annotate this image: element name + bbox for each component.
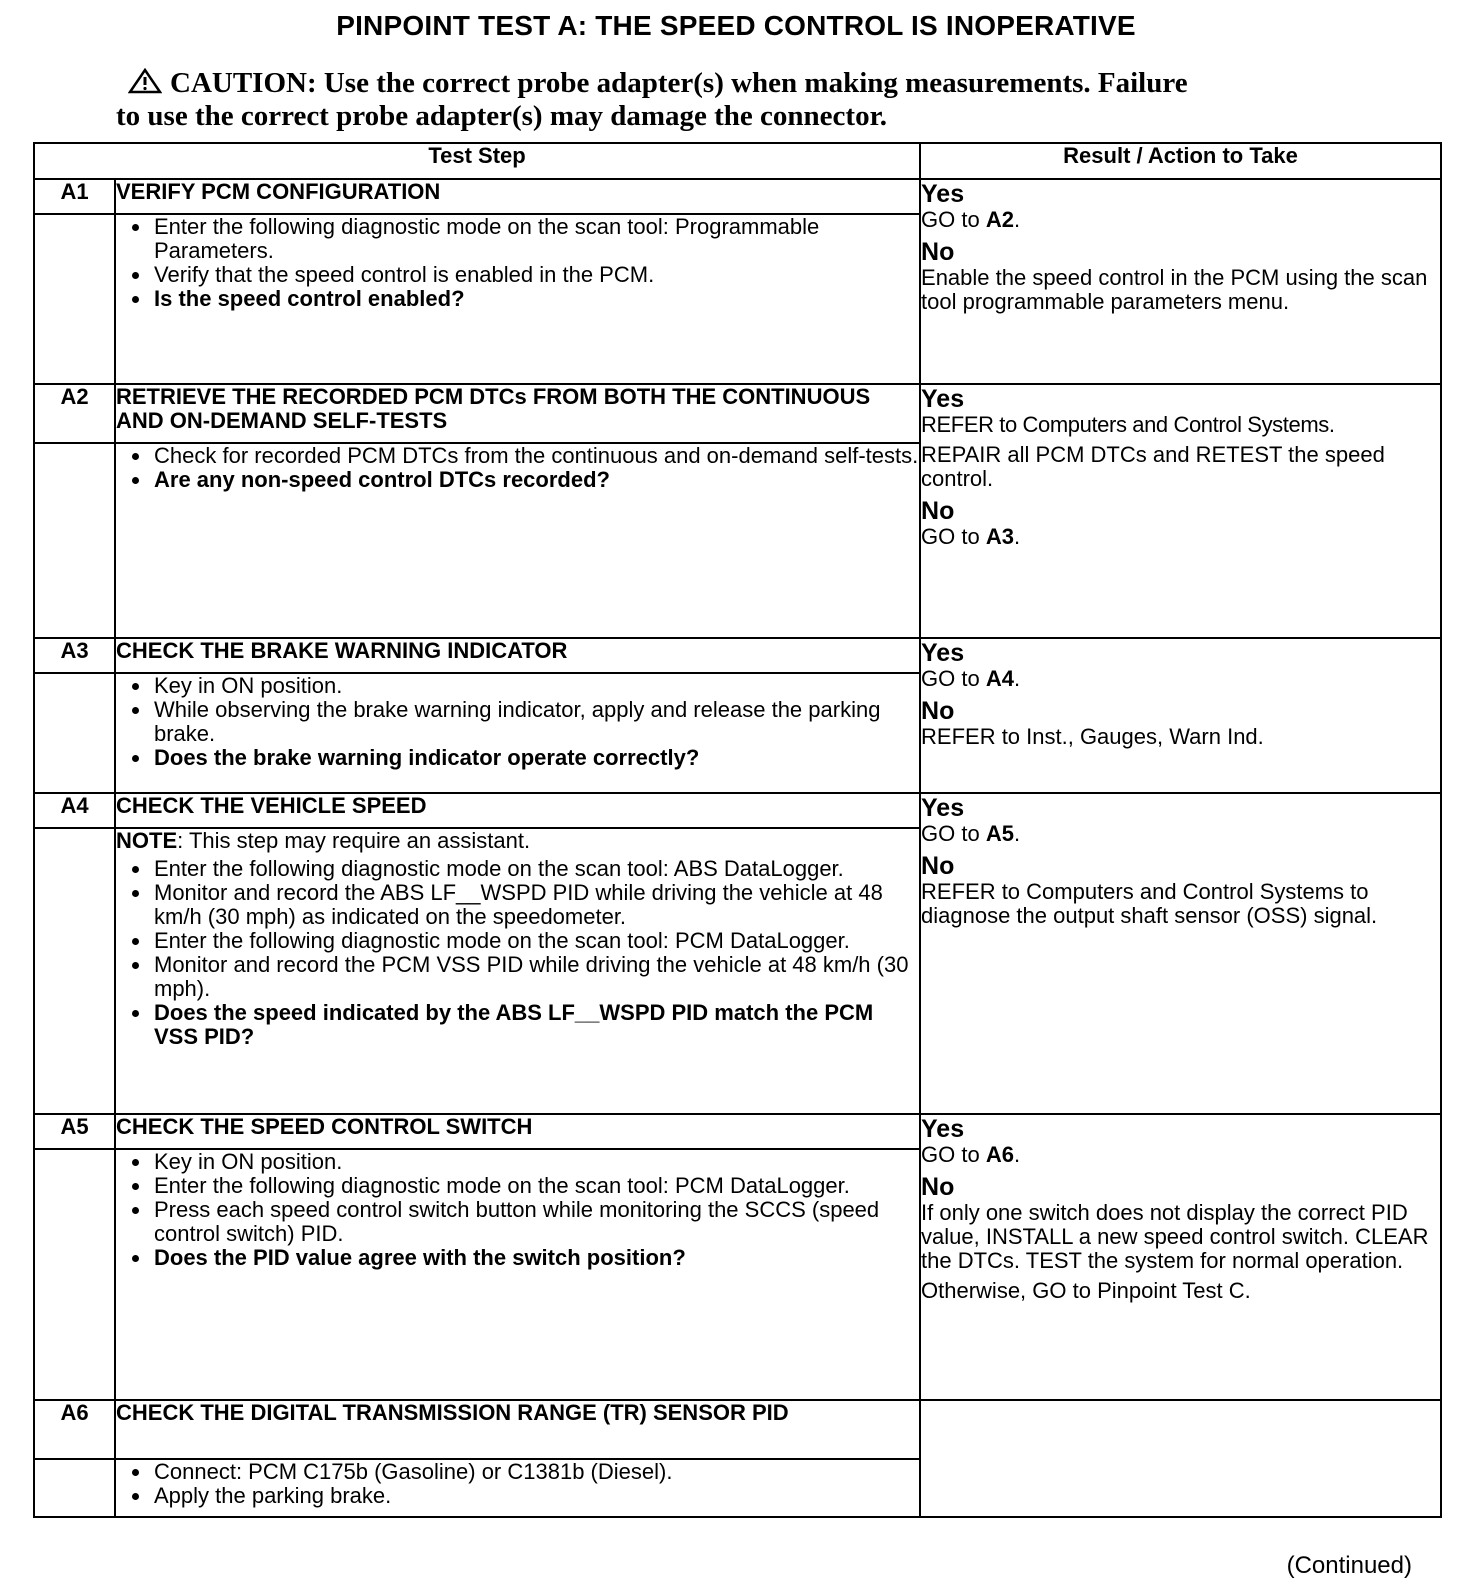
step-a2-result: Yes REFER to Computers and Control Systems. REPAIR all PCM DTCs and RETEST the speed control. No GO to A3.	[920, 384, 1441, 638]
page-title: PINPOINT TEST A: THE SPEED CONTROL IS INOPERATIVE	[336, 10, 1136, 41]
no-label: No	[921, 697, 955, 725]
yes-label: Yes	[921, 1115, 965, 1143]
list-item: • Key in ON position.	[152, 674, 919, 698]
step-a5-result: Yes GO to A6. No If only one switch does not display the correct PID value, INSTALL a new speed control switch. CLEAR the DTCs. TEST the system for normal operation. Otherwise, GO to Pinpoint Test C.	[920, 1114, 1441, 1400]
step-a1-result: Yes GO to A2. No Enable the speed control in the PCM using the scan tool programmable parameters menu.	[920, 179, 1441, 384]
step-a4-result: Yes GO to A5. No REFER to Computers and Control Systems to diagnose the output shaft sensor (OSS) signal.	[920, 793, 1441, 1114]
step-content	[115, 1149, 920, 1400]
no-label: No	[921, 238, 955, 266]
step-id: A4	[34, 793, 115, 828]
no-action: REFER to Computers and Control Systems to diagnose the output shaft sensor (OSS) signal.	[921, 879, 1378, 928]
list-item: • Monitor and record the ABS LF__WSPD PID while driving the vehicle at 48 km/h (30 mph) as indicated on the speedometer.	[152, 881, 919, 929]
step-a3-result: Yes GO to A4. No REFER to Inst., Gauges, Warn Ind.	[920, 638, 1441, 793]
note-label: NOTE	[116, 828, 178, 853]
yes-action: GO to	[921, 666, 980, 691]
yes-target: A6	[985, 1142, 1014, 1167]
yes-action: GO to	[921, 207, 980, 232]
list-item: • Connect: PCM C175b (Gasoline) or C1381b (Diesel).	[152, 1460, 919, 1484]
no-target: A3	[985, 524, 1014, 549]
step-title: CHECK THE BRAKE WARNING INDICATOR	[115, 638, 920, 673]
caution-line-1: CAUTION: Use the correct probe adapter(s) when making measurements. Failure	[170, 67, 1188, 99]
yes-target: A5	[985, 821, 1014, 846]
yes-action: GO to	[921, 821, 980, 846]
yes-action: REFER to Computers and Control Systems.	[921, 412, 1335, 437]
table-header-row	[34, 143, 1441, 179]
step-a5-title-row	[34, 1114, 1441, 1149]
note-text: : This step may require an assistant.	[177, 828, 531, 853]
step-a2-title-row	[34, 384, 1441, 443]
list-item: • Apply the parking brake.	[152, 1484, 919, 1508]
step-content	[115, 673, 920, 793]
list-item: • Enter the following diagnostic mode on the scan tool: PCM DataLogger.	[152, 929, 919, 953]
step-question: • Does the speed indicated by the ABS LF__WSPD PID match the PCM VSS PID?	[152, 1001, 919, 1049]
step-question: • Does the PID value agree with the switch position?	[152, 1246, 919, 1270]
yes-label: Yes	[921, 180, 965, 208]
test-step-header: Test Step	[34, 143, 920, 179]
step-id: A2	[34, 384, 115, 443]
no-label: No	[921, 1173, 955, 1201]
yes-target: A2	[985, 207, 1014, 232]
step-content	[115, 214, 920, 384]
step-a1-title-row	[34, 179, 1441, 214]
step-id: A3	[34, 638, 115, 673]
no-label: No	[921, 852, 955, 880]
caution-line-2: to use the correct probe adapter(s) may damage the connector.	[116, 100, 888, 132]
list-item: • Press each speed control switch button while monitoring the SCCS (speed control switch) PID.	[152, 1198, 919, 1246]
no-label: No	[921, 497, 955, 525]
step-a3-title-row	[34, 638, 1441, 673]
step-content	[115, 1459, 920, 1517]
step-a6-result	[920, 1400, 1441, 1517]
step-a4-title-row	[34, 793, 1441, 828]
step-note	[116, 829, 919, 853]
continued-label: (Continued)	[1286, 1552, 1412, 1579]
result-header: Result / Action to Take	[920, 143, 1441, 179]
yes-target: A4	[985, 666, 1014, 691]
step-content	[115, 828, 920, 1114]
step-question: • Are any non-speed control DTCs recorded?	[152, 468, 919, 492]
no-action: GO to	[921, 524, 980, 549]
step-title: CHECK THE SPEED CONTROL SWITCH	[115, 1114, 920, 1149]
no-action: Enable the speed control in the PCM using the scan tool programmable parameters menu.	[921, 265, 1428, 314]
step-id: A6	[34, 1400, 115, 1459]
step-content	[115, 443, 920, 638]
no-action-2: Otherwise, GO to Pinpoint Test C.	[921, 1278, 1251, 1303]
step-title: VERIFY PCM CONFIGURATION	[115, 179, 920, 214]
list-item: • Monitor and record the PCM VSS PID while driving the vehicle at 48 km/h (30 mph).	[152, 953, 919, 1001]
step-id: A1	[34, 179, 115, 214]
yes-action: GO to	[921, 1142, 980, 1167]
step-a6-title-row	[34, 1400, 1441, 1459]
list-item: • While observing the brake warning indicator, apply and release the parking brake.	[152, 698, 919, 746]
step-title: CHECK THE DIGITAL TRANSMISSION RANGE (TR) SENSOR PID	[115, 1400, 920, 1459]
yes-label: Yes	[921, 794, 965, 822]
yes-label: Yes	[921, 639, 965, 667]
pinpoint-test-table	[33, 142, 1442, 1518]
caution-notice	[116, 68, 1366, 132]
warning-triangle-icon	[128, 68, 162, 101]
list-item: • Enter the following diagnostic mode on the scan tool: ABS DataLogger.	[152, 857, 919, 881]
yes-action-2: REPAIR all PCM DTCs and RETEST the speed control.	[921, 442, 1385, 491]
no-action: REFER to Inst., Gauges, Warn Ind.	[921, 724, 1264, 749]
list-item: • Check for recorded PCM DTCs from the continuous and on-demand self-tests.	[152, 444, 919, 468]
no-action: If only one switch does not display the correct PID value, INSTALL a new speed control switch. CLEAR the DTCs. TEST the system for normal operation.	[921, 1200, 1429, 1273]
yes-label: Yes	[921, 385, 965, 413]
list-item: • Verify that the speed control is enabled in the PCM.	[152, 263, 919, 287]
list-item: • Enter the following diagnostic mode on the scan tool: Programmable Parameters.	[152, 215, 919, 263]
step-title: RETRIEVE THE RECORDED PCM DTCs FROM BOTH THE CONTINUOUS AND ON-DEMAND SELF-TESTS	[115, 384, 920, 443]
step-title: CHECK THE VEHICLE SPEED	[115, 793, 920, 828]
list-item: • Key in ON position.	[152, 1150, 919, 1174]
step-id: A5	[34, 1114, 115, 1149]
step-question: • Is the speed control enabled?	[152, 287, 919, 311]
list-item: • Enter the following diagnostic mode on the scan tool: PCM DataLogger.	[152, 1174, 919, 1198]
step-question: • Does the brake warning indicator operate correctly?	[152, 746, 919, 770]
